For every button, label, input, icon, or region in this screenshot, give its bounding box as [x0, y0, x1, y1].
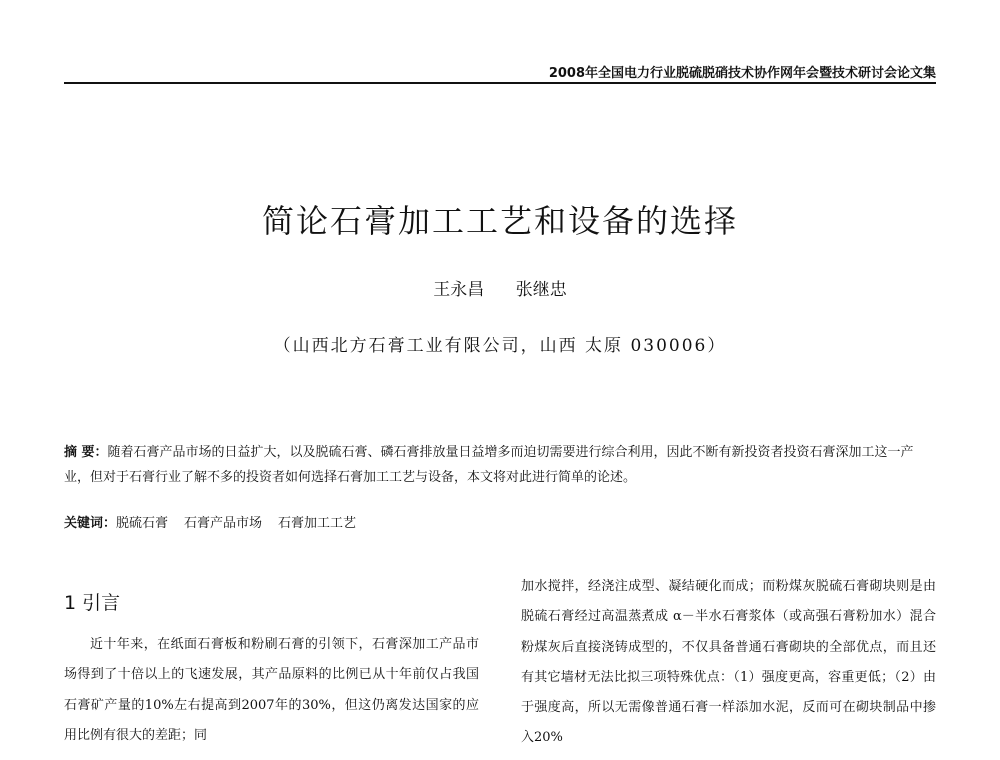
paper-title: 简论石膏加工工艺和设备的选择 [261, 202, 738, 240]
abstract-label: 摘 要： [64, 445, 108, 460]
keyword-item: 脱硫石膏 [116, 516, 169, 531]
right-column-paragraph: 加水搅拌，经浇注成型、凝结硬化而成；而粉煤灰脱硫石膏砌块则是由脱硫石膏经过高温蒸煮成 α－半水石膏浆体（或高强石膏粉加水）混合粉煤灰后直接浇铸成型的，不仅具备普通石膏砌块的全部优点，而且还有其它墙材无法比拟三项特殊优点：（1）强度更高，容重更低；（2）由于强度高，所以无需像普通石膏一样添加水泥，反而可在砌块制品中掺入20% [521, 579, 936, 746]
header-rule [64, 82, 936, 84]
running-header: 2008年全国电力行业脱硫脱硝技术协作网年会暨技术研讨会论文集 [548, 66, 936, 81]
keyword-item: 石膏加工工艺 [278, 516, 357, 531]
abstract-text: 随着石膏产品市场的日益扩大，以及脱硫石膏、磷石膏排放量日益增多而迫切需要进行综合利用，因此不断有新投资者投资石膏深加工这一产业，但对于石膏行业了解不多的投资者如何选择石膏加工工艺与设备，本文将对此进行简单的论述。 [64, 445, 914, 485]
section-heading-introduction: 1 引言 [64, 592, 121, 614]
abstract [64, 440, 936, 490]
affiliation: （山西北方石膏工业有限公司，山西 太原 030006） [273, 336, 727, 356]
authors: 王永昌 张继忠 [433, 280, 567, 300]
left-column-paragraph: 近十年来，在纸面石膏板和粉刷石膏的引领下，石膏深加工产品市场得到了十倍以上的飞速发展，其产品原料的比例已从十年前仅占我国石膏矿产量的10%左右提高到2007年的30%，但这仍离发达国家的应用比例有很大的差距；同 [64, 637, 479, 743]
keywords [64, 512, 936, 531]
keyword-item: 石膏产品市场 [184, 516, 263, 531]
keywords-label: 关键词： [64, 516, 117, 531]
